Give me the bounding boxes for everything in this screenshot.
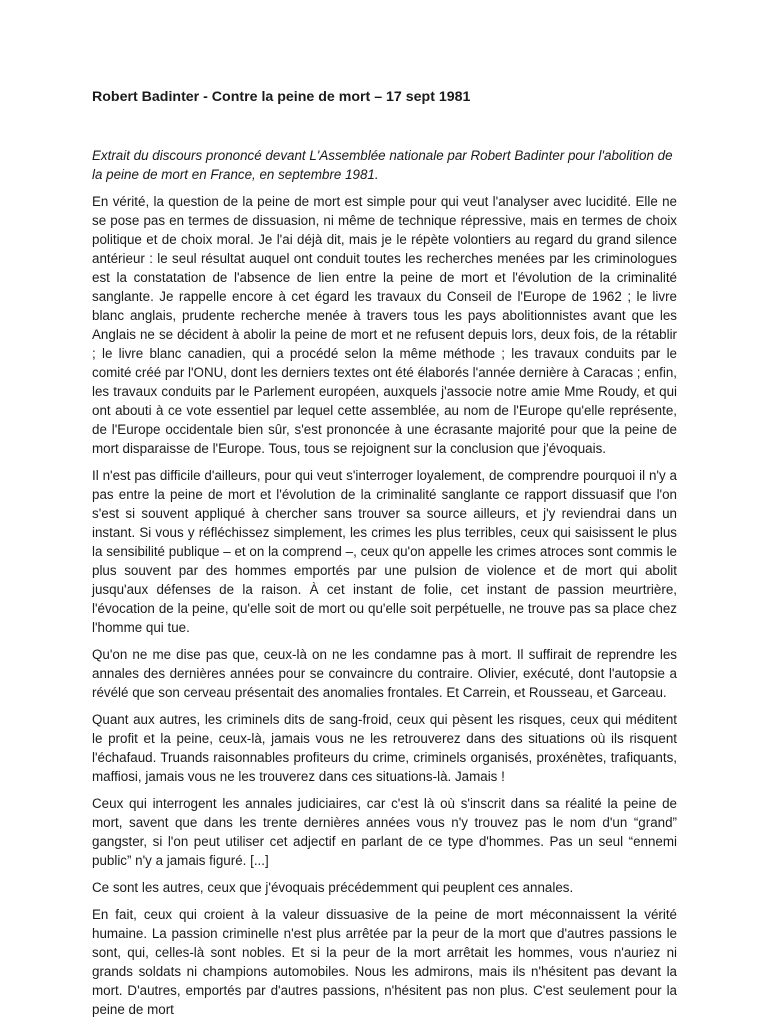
document-intro: Extrait du discours prononcé devant L'Assemblée nationale par Robert Badinter pour l'abolition de la peine de mort en France, en septembre 1981. (92, 148, 673, 182)
paragraph: Il n'est pas difficile d'ailleurs, pour qui veut s'interroger loyalement, de comprendre pourquoi il n'y a pas entre la peine de mort et l'évolution de la criminalité sanglante ce rapport dissuasif que l'on s'est si souvent appliqué à chercher sans trouver sa source ailleurs, et j'y reviendrai dans un instant. Si vous y réfléchissez simplement, les crimes les plus terribles, ceux qui saisissent le plus la sensibilité publique – et on la comprend –, ceux qu'on appelle les crimes atroces sont commis le plus souvent par des hommes emportés par une pulsion de violence et de mort qui abolit jusqu'aux défenses de la raison. À cet instant de folie, cet instant de passion meurtrière, l'évocation de la peine, qu'elle soit de mort ou qu'elle soit perpétuelle, ne trouve pas sa place chez l'homme qui tue. (92, 468, 677, 635)
document-body (92, 88, 677, 1027)
document-title: Robert Badinter - Contre la peine de mort – 17 sept 1981 (92, 89, 471, 105)
paragraph: En vérité, la question de la peine de mort est simple pour qui veut l'analyser avec lucidité. Elle ne se pose pas en termes de dissuasion, ni même de technique répressive, mais en termes de choix politique et de choix moral. Je l'ai déjà dit, mais je le répète volontiers au regard du grand silence antérieur : le seul résultat auquel ont conduit toutes les recherches menées par les criminologues est la constatation de l'absence de lien entre la peine de mort et l'évolution de la criminalité sanglante. Je rappelle encore à cet égard les travaux du Conseil de l'Europe de 1962 ; le livre blanc anglais, prudente recherche menée à travers tous les pays abolitionnistes avant que les Anglais ne se décident à abolir la peine de mort et ne refusent depuis lors, deux fois, de la rétablir ; le livre blanc canadien, qui a procédé selon la même méthode ; les travaux conduits par le comité créé par l'ONU, dont les derniers textes ont été élaborés l'année dernière à Caracas ; enfin, les travaux conduits par le Parlement européen, auxquels j'associe notre amie Mme Roudy, et qui ont abouti à ce vote essentiel par lequel cette assemblée, au nom de l'Europe qu'elle représente, de l'Europe occidentale bien sûr, s'est prononcée à une écrasante majorité pour que la peine de mort disparaisse de l'Europe. Tous, tous se rejoignent sur la conclusion que j'évoquais. (92, 194, 677, 456)
paragraph: Ceux qui interrogent les annales judiciaires, car c'est là où s'inscrit dans sa réalité la peine de mort, savent que dans les trente dernières années vous n'y trouvez pas le nom d'un “grand” gangster, si l'on peut utiliser cet adjectif en parlant de ce type d'hommes. Pas un seul “ennemi public” n'y a jamais figuré. [...] (92, 796, 677, 868)
paragraph: Quant aux autres, les criminels dits de sang-froid, ceux qui pèsent les risques, ceux qui méditent le profit et la peine, ceux-là, jamais vous ne les retrouverez dans des situations où ils risquent l'échafaud. Truands raisonnables profiteurs du crime, criminels organisés, proxénètes, trafiquants, maffiosi, jamais vous ne les trouverez dans ces situations-là. Jamais ! (92, 712, 677, 784)
paragraph: En fait, ceux qui croient à la valeur dissuasive de la peine de mort méconnaissent la vérité humaine. La passion criminelle n'est plus arrêtée par la peur de la mort que d'autres passions le sont, qui, celles-là sont nobles. Et si la peur de la mort arrêtait les hommes, vous n'auriez ni grands soldats ni champions automobiles. Nous les admirons, mais ils n'hésitent pas devant la mort. D'autres, emportés par d'autres passions, n'hésitent pas non plus. C'est seulement pour la peine de mort (92, 907, 677, 1017)
paragraph: Ce sont les autres, ceux que j'évoquais précédemment qui peuplent ces annales. (92, 880, 574, 895)
paragraph: Qu'on ne me dise pas que, ceux-là on ne les condamne pas à mort. Il suffirait de reprendre les annales des dernières années pour se convaincre du contraire. Olivier, exécuté, dont l'autopsie a révélé que son cerveau présentait des anomalies frontales. Et Carrein, et Rousseau, et Garceau. (92, 647, 677, 700)
